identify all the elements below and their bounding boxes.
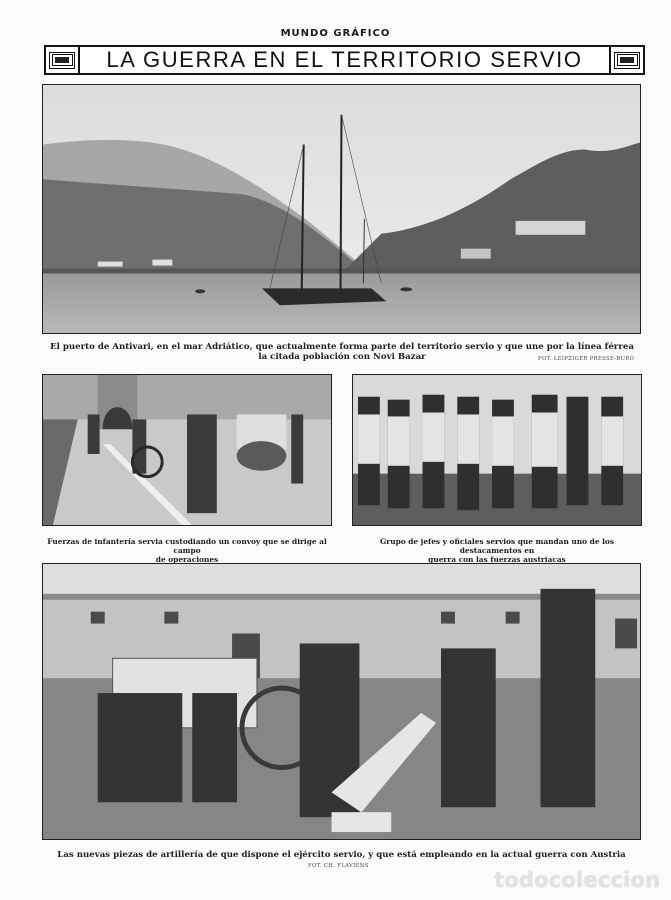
masthead: MUNDO GRÁFICO [280, 28, 391, 39]
photo-convoy [42, 374, 332, 526]
caption-officers-line1: Grupo de jefes y oficiales servios que mandan uno de los destacamentos en [379, 537, 614, 555]
page-title: LA GUERRA EN EL TERRITORIO SERVIO [106, 47, 583, 72]
watermark: todocoleccion [494, 868, 661, 892]
ornament-left-icon [46, 47, 80, 73]
ornament-right-icon [609, 47, 643, 73]
caption-artillery: Las nuevas piezas de artillería de que dispone el ejército servio, y que está empleando en la actual guerra con Austria [57, 850, 626, 860]
photo-artillery [42, 563, 641, 840]
photo-port [42, 84, 641, 334]
caption-convoy-line1: Fuerzas de infantería servia custodiando un convoy que se dirige al campo [47, 537, 327, 555]
caption-convoy-line2: de operaciones [155, 555, 219, 564]
page-title-banner [44, 45, 645, 75]
photo-officers [352, 374, 642, 526]
caption-convoy [42, 537, 332, 564]
caption-officers-line2: guerra con las fuerzas austriacas [428, 555, 566, 564]
photo-credit-artillery: FOT. CH. FLAVIENS [308, 863, 369, 869]
caption-port-line1: El puerto de Antivari, en el mar Adriático, que actualmente forma parte del territorio servio y que une por la línea férrea [50, 342, 634, 352]
photo-credit-port: FOT. LEIPZIGER PRESSE-BURÓ [538, 356, 635, 362]
caption-port-line2: la citada población con Novi Bazar [258, 352, 426, 362]
caption-officers [352, 537, 642, 564]
